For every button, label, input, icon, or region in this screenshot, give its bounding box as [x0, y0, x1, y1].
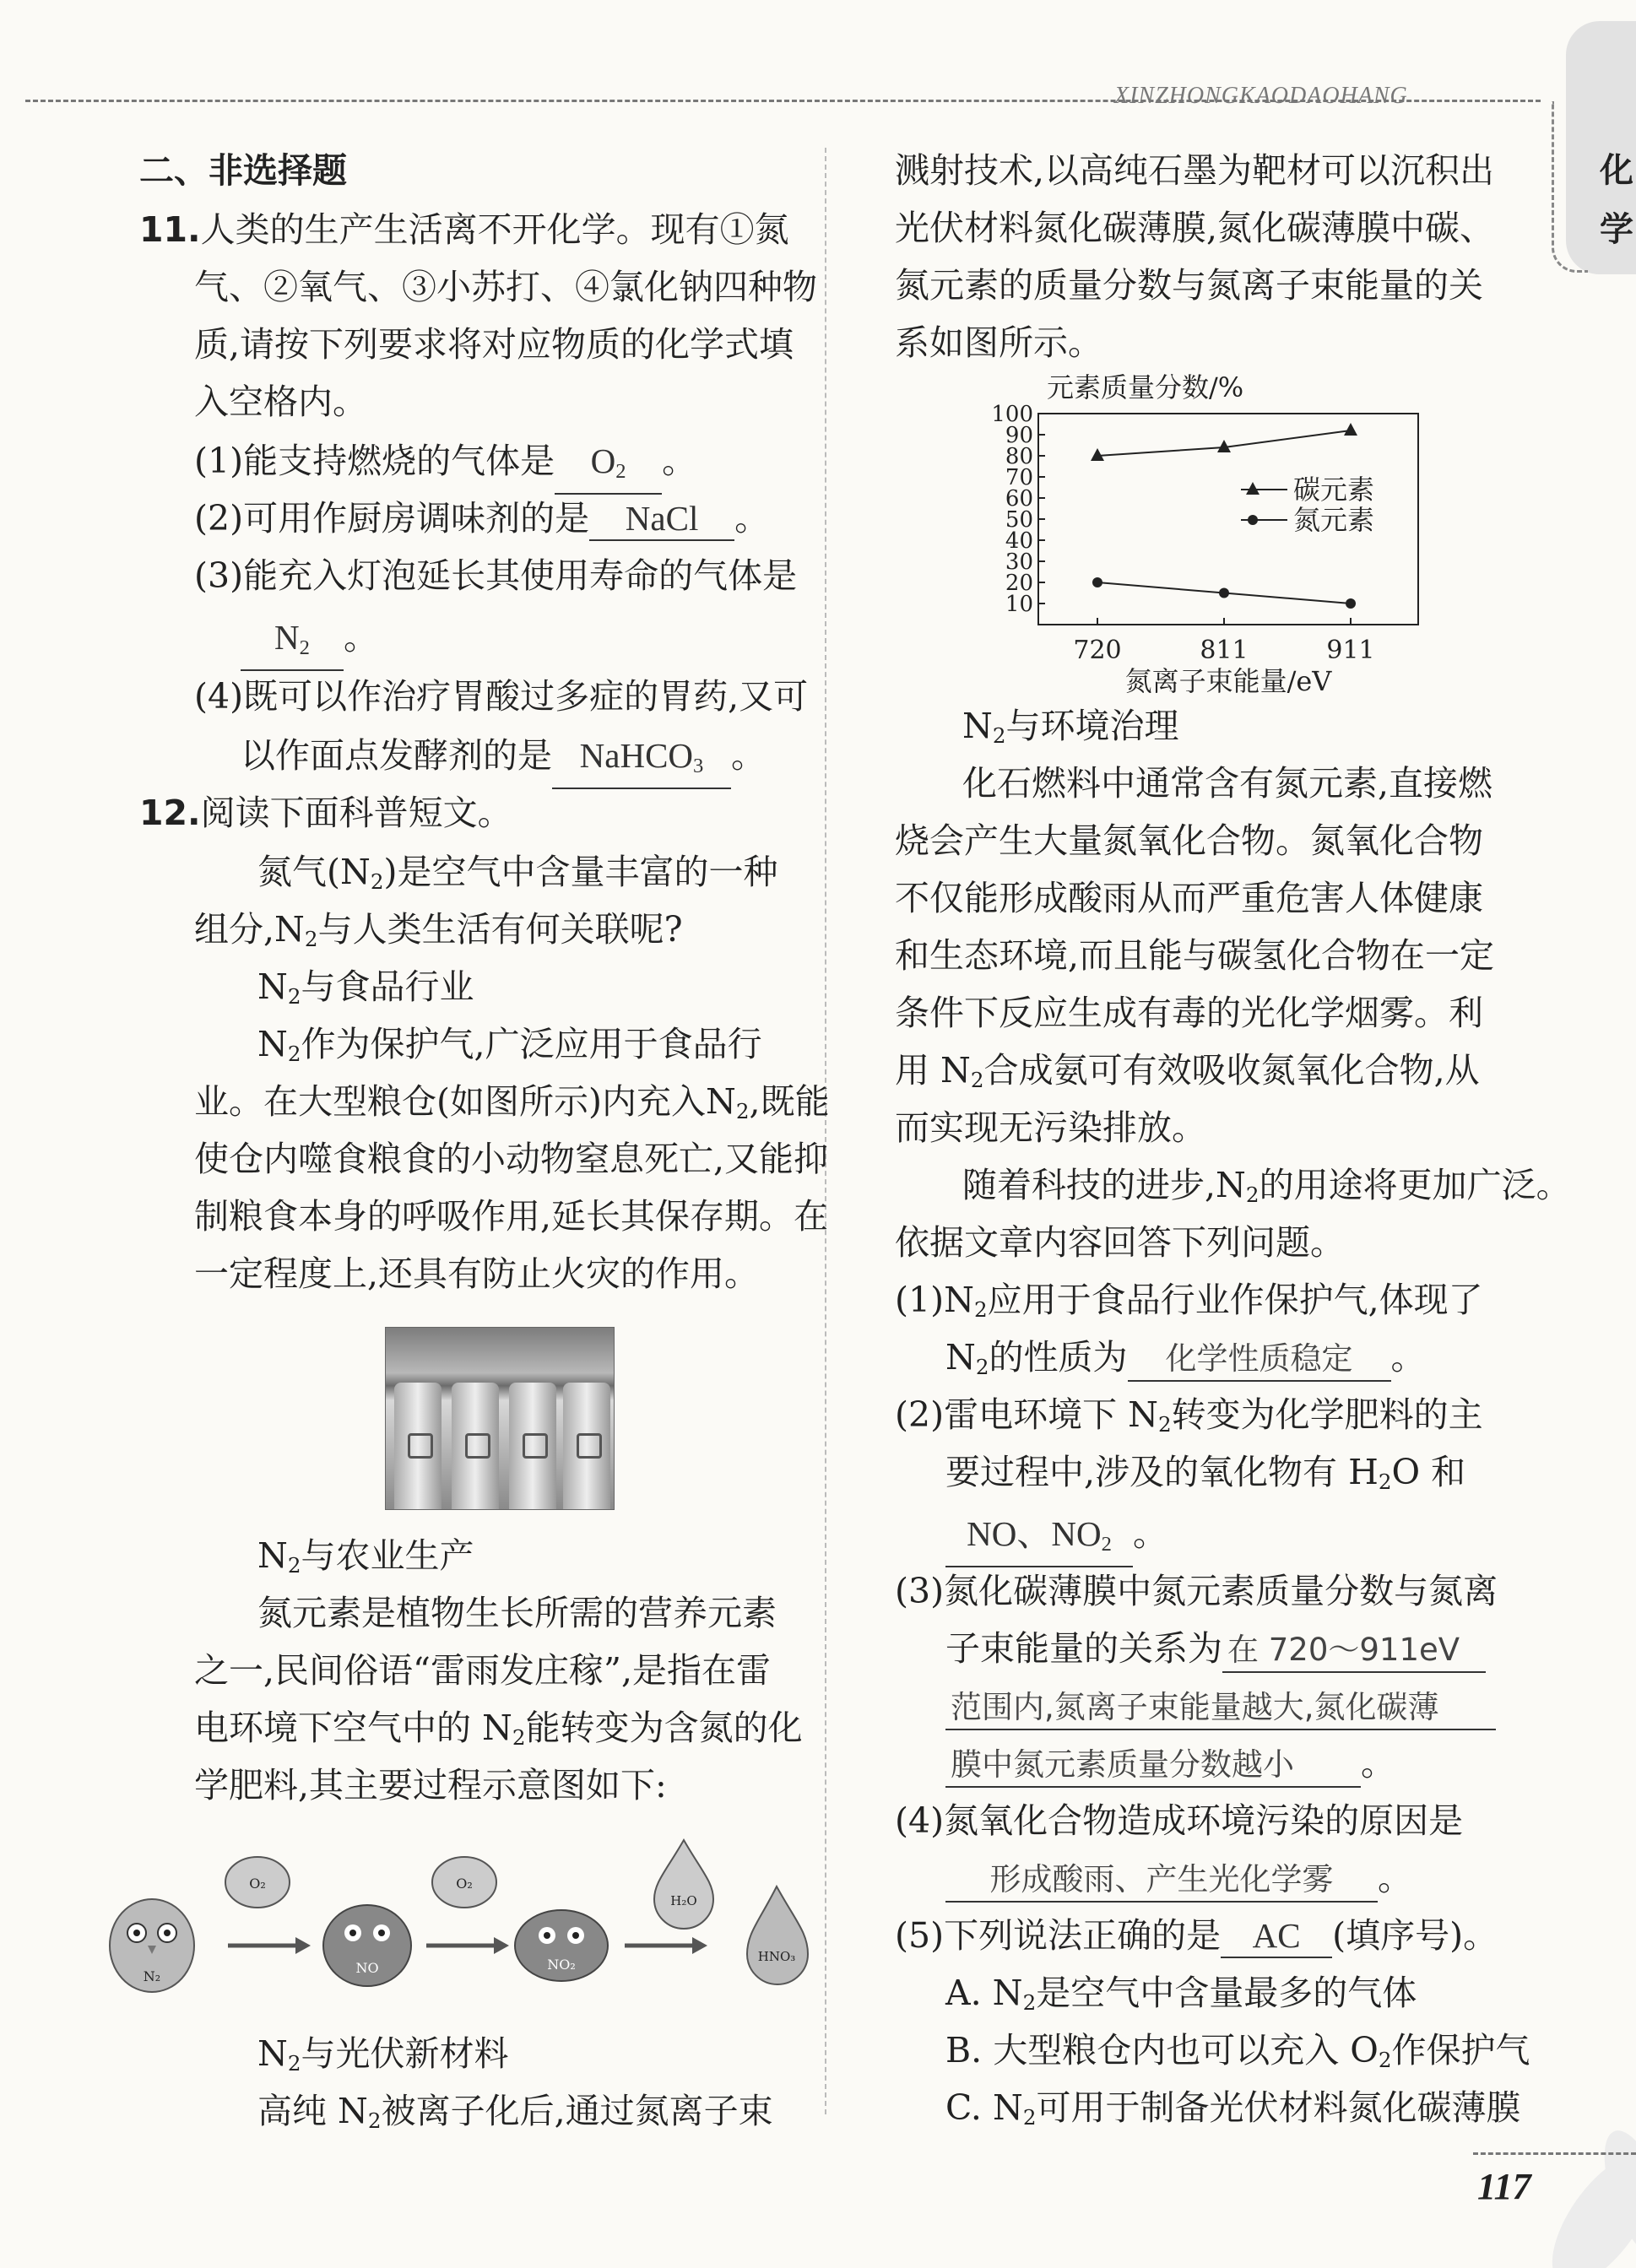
silo: [563, 1383, 610, 1509]
food-line-5: 一定程度上,还具有防止火灾的作用。: [194, 1253, 760, 1294]
q12-sub-2b: [945, 1451, 1465, 1503]
text: (2)雷电环境下 N: [895, 1394, 1158, 1435]
text: O 和: [1391, 1452, 1466, 1492]
y-tick-label: 50: [1005, 507, 1033, 533]
y-tick-label: 20: [1005, 571, 1033, 596]
o2-label: O₂: [249, 1876, 266, 1892]
text: N: [257, 1024, 288, 1064]
pv-line-5: 系如图所示。: [895, 322, 1102, 363]
q12-sub-4a: (4)氮氧化合物造成环境污染的原因是: [895, 1800, 1464, 1841]
q11-line-4: 入空格内。: [194, 382, 367, 422]
text: N: [257, 2033, 288, 2074]
text: 氮气(N: [257, 852, 371, 892]
q11-part-1: [194, 440, 696, 495]
q11-p4b-text: 以作面点发酵剂的是: [241, 735, 552, 776]
sub: 2: [370, 869, 384, 895]
text: 可用于制备光伏材料氮化碳薄膜: [1036, 2087, 1521, 2128]
env-line-4: 和生态环境,而且能与碳氢化合物在一定: [895, 935, 1495, 976]
sub: 2: [512, 1725, 526, 1751]
food-line-1: [257, 1023, 762, 1075]
h2o-label: H₂O: [670, 1893, 697, 1908]
sub: 2: [975, 1355, 989, 1380]
text: 作保护气: [1391, 2030, 1530, 2070]
data-point-nitrogen: [1346, 598, 1356, 609]
hno3-label: HNO₃: [757, 1949, 796, 1964]
sub: 2: [287, 984, 301, 1010]
text: 是空气中含量最多的气体: [1036, 1973, 1417, 2013]
silo: [509, 1383, 556, 1509]
logo-icon: [577, 1433, 602, 1459]
answer-text: O: [590, 441, 616, 480]
sub: 2: [1378, 2048, 1392, 2073]
period: 。: [662, 441, 697, 481]
sub: 2: [970, 1068, 984, 1093]
text: 用 N: [895, 1050, 971, 1091]
n2-bird-icon: [110, 1899, 194, 1992]
q11-number: 11.: [139, 209, 201, 250]
silo: [394, 1383, 442, 1509]
text: (1)N: [895, 1280, 974, 1320]
text: N: [945, 1337, 976, 1378]
text: 合成氨可有效吸收氮氧化合物,从: [983, 1050, 1480, 1091]
text: 与农业生产: [301, 1535, 474, 1576]
heading-agriculture: [257, 1535, 474, 1587]
instruction-line: 依据文章内容回答下列问题。: [895, 1222, 1345, 1263]
data-point-nitrogen: [1219, 588, 1229, 598]
logo-icon: [523, 1433, 548, 1459]
answer-sub: 2: [299, 636, 310, 660]
q11-p2-text: (2)可用作厨房调味剂的是: [194, 498, 590, 539]
agri-line-1: 氮元素是植物生长所需的营养元素: [257, 1593, 777, 1633]
granary-photo: [385, 1327, 615, 1510]
chart-legend: [1241, 474, 1374, 536]
answer-sub: 3: [693, 755, 704, 778]
env-line-7: 而实现无污染排放。: [895, 1107, 1206, 1148]
tab-char-1: 化: [1600, 151, 1633, 190]
period: 。: [344, 617, 378, 658]
text: 与光伏新材料: [301, 2033, 509, 2074]
logo-icon: [408, 1433, 433, 1459]
q11-line-3: 质,请按下列要求将对应物质的化学式填: [194, 324, 794, 365]
q11-line-1: [139, 208, 789, 251]
q12-intro: 阅读下面科普短文。: [200, 793, 512, 833]
text: 的性质为: [989, 1337, 1128, 1378]
env-line-2: 烧会产生大量氮氧化合物。氮氧化合物: [895, 820, 1483, 861]
o2-label: O₂: [456, 1876, 473, 1892]
text: 与食品行业: [301, 966, 474, 1007]
y-tick-label: 80: [1005, 444, 1033, 469]
hno3-drop-icon: [747, 1886, 808, 1984]
q12-sub-3b: [945, 1627, 1486, 1673]
text: 子束能量的关系为: [945, 1628, 1222, 1669]
q12-sub-3c: [945, 1685, 1496, 1730]
answer-q12-2: [945, 1513, 1133, 1567]
chart-title: 元素质量分数/%: [1047, 371, 1244, 403]
agri-line-4: 学肥料,其主要过程示意图如下:: [194, 1765, 667, 1805]
q12-line-1: [139, 792, 512, 834]
food-line-4: 制粮食本身的呼吸作用,延长其保存期。在: [194, 1196, 829, 1237]
answer-q12-3a: 在 720～911eV: [1222, 1629, 1486, 1673]
answer-q12-5: AC: [1221, 1914, 1332, 1958]
option-b: [945, 2029, 1530, 2081]
text: 的用途将更加广泛。: [1259, 1165, 1571, 1205]
period: 。: [1378, 1858, 1412, 1898]
answer-q12-3c: 膜中氮元素质量分数越小: [945, 1744, 1361, 1788]
q11-part-2: [194, 497, 769, 541]
text: 要过程中,涉及的氧化物有 H: [945, 1452, 1379, 1492]
q11-part-3-answer-line: [241, 616, 378, 671]
heading-pv: [257, 2033, 509, 2085]
text: 随着科技的进步,N: [962, 1165, 1246, 1205]
section-title: 二、非选择题: [139, 150, 347, 191]
q12-sub-4b: [945, 1857, 1412, 1903]
env-line-6: [895, 1049, 1480, 1102]
text: 作为保护气,广泛应用于食品行: [301, 1024, 762, 1064]
legend-triangle-icon: [1246, 482, 1260, 495]
y-tick-label: 30: [1005, 549, 1033, 575]
text: C. N: [945, 2087, 1023, 2128]
food-line-2: [194, 1080, 830, 1133]
y-tick-label: 100: [991, 402, 1033, 427]
q12-sub-1b: [945, 1336, 1426, 1388]
o2-bird-icon: [432, 1857, 496, 1908]
data-point-carbon: [1091, 448, 1104, 461]
sub: 2: [287, 2051, 301, 2076]
env-line-5: 条件下反应生成有毒的光化学烟雾。利: [895, 993, 1483, 1033]
legend-circle-icon: [1248, 515, 1258, 525]
text: 应用于食品行业作保护气,体现了: [987, 1280, 1483, 1320]
period: 。: [734, 498, 770, 539]
heading-env: [962, 705, 1179, 757]
answer-text: N: [274, 618, 300, 657]
answer-q11-1: [555, 440, 662, 495]
x-tick-label: 811: [1200, 636, 1249, 665]
period: 。: [731, 735, 766, 776]
y-axis-ticks: [991, 402, 1045, 617]
no-bird-icon: [323, 1905, 411, 1986]
data-point-carbon: [1344, 423, 1357, 436]
text: B. 大型粮仓内也可以充入 O: [945, 2030, 1379, 2070]
y-tick-label: 70: [1005, 465, 1033, 490]
legend-label: 氮元素: [1293, 504, 1375, 536]
sub: 2: [1157, 1412, 1172, 1437]
q11-text: 人类的生产生活离不开化学。现有①氮: [200, 209, 789, 250]
y-tick-label: 60: [1005, 486, 1033, 512]
q11-part-4b: [241, 734, 766, 789]
text: (填序号)。: [1332, 1915, 1498, 1956]
sub: 2: [1245, 1183, 1260, 1208]
env-line-1: 化石燃料中通常含有氮元素,直接燃: [962, 763, 1493, 804]
text: ,既能: [749, 1081, 830, 1122]
sub: 2: [1022, 2105, 1037, 2130]
answer-sub: 2: [615, 460, 626, 484]
option-a: [945, 1972, 1417, 2024]
q12-sub-1a: [895, 1279, 1483, 1331]
no-label: NO: [355, 1960, 379, 1976]
n2-label: N₂: [143, 1968, 161, 1984]
food-line-3: 使仓内噬食粮食的小动物窒息死亡,又能抑: [194, 1139, 829, 1179]
q12-number: 12.: [139, 793, 201, 833]
pv-line-3: 光伏材料氮化碳薄膜,氮化碳薄膜中碳、: [895, 208, 1495, 248]
q12-sub-3d: [945, 1742, 1395, 1788]
answer-q11-2: NaCl: [589, 497, 734, 541]
sub: 2: [287, 1042, 301, 1067]
answer-q12-1: 化学性质稳定: [1128, 1338, 1391, 1382]
text: 被离子化后,通过氮离子束: [381, 2091, 773, 2131]
text: N: [257, 1535, 288, 1576]
q12-para1-line1: [257, 851, 778, 903]
header-subtitle: XINZHONGKAODAOHANG: [1114, 83, 1408, 109]
period: 。: [1390, 1337, 1426, 1378]
footer-rule: [1473, 2152, 1636, 2155]
answer-q11-3: [241, 616, 344, 671]
q11-part-3: (3)能充入灯泡延长其使用寿命的气体是: [194, 555, 798, 596]
text: 转变为化学肥料的主: [1171, 1394, 1483, 1435]
q12-sub-3a: (3)氮化碳薄膜中氮元素质量分数与氮离: [895, 1571, 1498, 1611]
q11-p1-text: (1)能支持燃烧的气体是: [194, 441, 555, 481]
logo-icon: [465, 1433, 490, 1459]
q12-para1-line2: [194, 908, 683, 961]
text: (5)下列说法正确的是: [895, 1915, 1222, 1956]
answer-sub: 2: [1101, 1533, 1112, 1556]
no2-label: NO₂: [547, 1957, 576, 1973]
option-c: [945, 2087, 1521, 2139]
text: 能转变为含氮的化: [525, 1708, 803, 1748]
y-tick-label: 90: [1005, 423, 1033, 448]
o2-bird-icon: [225, 1857, 290, 1908]
tab-char-2: 学: [1600, 210, 1633, 249]
arrow-head-icon: [295, 1937, 311, 1954]
period: 。: [1133, 1513, 1167, 1554]
agri-line-2: 之一,民间俗语“雷雨发庄稼”,是指在雷: [194, 1650, 771, 1691]
text: N: [962, 706, 993, 746]
sub: 2: [367, 2108, 382, 2134]
text: 与环境治理: [1005, 706, 1179, 746]
page-number: 117: [1477, 2166, 1531, 2207]
answer-q12-3b: 范围内,氮离子束能量越大,氮化碳薄: [945, 1686, 1496, 1730]
answer-text: NaHCO: [579, 736, 694, 775]
text: 业。在大型粮仓(如图所示)内充入N: [194, 1081, 736, 1122]
text: )是空气中含量丰富的一种: [383, 852, 778, 892]
agri-line-3: [194, 1707, 803, 1759]
heading-food: [257, 966, 474, 1018]
q12-sub-2a: [895, 1394, 1483, 1446]
arrow-head-icon: [692, 1937, 707, 1954]
pv-line-1: [257, 2090, 773, 2142]
mass-fraction-chart: [971, 371, 1444, 701]
y-tick-label: 10: [1005, 592, 1033, 617]
text: A. N: [945, 1973, 1023, 2013]
x-axis-label: 氮离子束能量/eV: [1124, 665, 1332, 697]
sub: 2: [735, 1099, 750, 1124]
answer-q12-4: 形成酸雨、产生光化学雾: [945, 1859, 1378, 1903]
answer-q11-4: [552, 734, 731, 789]
text: 组分,N: [194, 909, 305, 950]
sub: 2: [973, 1297, 988, 1323]
pv-line-4: 氮元素的质量分数与氮离子束能量的关: [895, 265, 1483, 306]
env-line-3: 不仅能形成酸雨从而严重危害人体健康: [895, 878, 1483, 918]
period: 。: [1361, 1743, 1395, 1784]
x-tick-label: 720: [1073, 636, 1122, 665]
pv-line-2: 溅射技术,以高纯石墨为靶材可以沉积出: [895, 150, 1495, 191]
h2o-drop-icon: [654, 1840, 713, 1929]
sub: 2: [304, 927, 318, 952]
arrow-head-icon: [494, 1937, 509, 1954]
q11-part-4a: (4)既可以作治疗胃酸过多症的胃药,又可: [194, 676, 809, 717]
y-tick-label: 40: [1005, 528, 1033, 554]
data-point-nitrogen: [1092, 577, 1102, 587]
answer-text: NO、NO: [967, 1514, 1102, 1553]
sub: 2: [992, 723, 1006, 749]
sub: 2: [287, 1553, 301, 1578]
progress-line: [962, 1164, 1571, 1216]
text: 高纯 N: [257, 2091, 368, 2131]
nitrogen-process-diagram: [101, 1836, 819, 2005]
text: N: [257, 966, 288, 1007]
sub: 2: [1022, 1990, 1037, 2016]
tab-border: [1552, 101, 1588, 273]
x-tick-label: 911: [1326, 636, 1375, 665]
sub: 2: [1378, 1470, 1392, 1495]
silo: [452, 1383, 499, 1509]
q11-line-2: 气、②氧气、③小苏打、④氯化钠四种物: [194, 267, 817, 307]
q12-sub-5: [895, 1914, 1498, 1958]
text: 电环境下空气中的 N: [194, 1708, 512, 1748]
text: 与人类生活有何关联呢?: [317, 909, 683, 950]
q12-sub-2c: [945, 1513, 1167, 1567]
legend-label: 碳元素: [1293, 474, 1375, 506]
no2-bird-icon: [515, 1910, 608, 1981]
